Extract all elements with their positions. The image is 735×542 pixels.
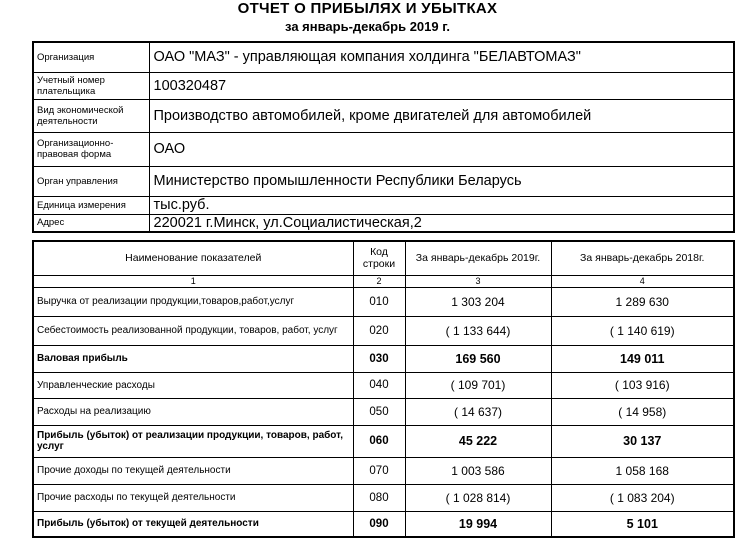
value-2019: ( 109 701) [405, 372, 551, 398]
info-value: 100320487 [149, 72, 734, 99]
row-code: 090 [353, 511, 405, 537]
value-2018: 149 011 [551, 345, 734, 372]
value-2018: 1 289 630 [551, 287, 734, 316]
info-row [33, 42, 734, 72]
row-code: 010 [353, 287, 405, 316]
table-row [33, 398, 734, 425]
value-2019: 19 994 [405, 511, 551, 537]
value-2018: 30 137 [551, 425, 734, 457]
info-row [33, 196, 734, 214]
table-row [33, 457, 734, 484]
value-2019: 1 303 204 [405, 287, 551, 316]
indicator-name: Расходы на реализацию [33, 398, 353, 425]
value-2018: 1 058 168 [551, 457, 734, 484]
header-indicator-name: Наименование показателей [33, 241, 353, 275]
row-code: 060 [353, 425, 405, 457]
report-title: ОТЧЕТ О ПРИБЫЛЯХ И УБЫТКАХ [237, 0, 498, 17]
indicator-name: Управленческие расходы [33, 372, 353, 398]
indicator-name: Прибыль (убыток) от реализации продукции, товаров, работ, услуг [33, 425, 353, 457]
row-code: 020 [353, 316, 405, 345]
info-label: Вид экономической деятельности [33, 99, 149, 132]
profit-loss-table [32, 240, 735, 538]
value-2019: ( 14 637) [405, 398, 551, 425]
organization-info-table [32, 41, 735, 233]
row-code: 070 [353, 457, 405, 484]
table-row [33, 484, 734, 511]
row-code: 030 [353, 345, 405, 372]
indicator-name: Прочие расходы по текущей деятельности [33, 484, 353, 511]
value-2019: 169 560 [405, 345, 551, 372]
table-row [33, 345, 734, 372]
row-code: 040 [353, 372, 405, 398]
info-label: Организация [33, 42, 149, 72]
info-label: Орган управления [33, 166, 149, 196]
header-row-code: Код строки [353, 241, 405, 275]
value-2018: ( 103 916) [551, 372, 734, 398]
info-label: Учетный номер плательщика [33, 72, 149, 99]
value-2019: ( 1 133 644) [405, 316, 551, 345]
col-number: 3 [405, 275, 551, 287]
table-row [33, 511, 734, 537]
header-period-2018: За январь-декабрь 2018г. [551, 241, 734, 275]
col-number: 1 [33, 275, 353, 287]
value-2019: ( 1 028 814) [405, 484, 551, 511]
value-2018: 5 101 [551, 511, 734, 537]
info-row [33, 166, 734, 196]
row-code: 080 [353, 484, 405, 511]
info-row [33, 72, 734, 99]
col-number: 4 [551, 275, 734, 287]
info-row [33, 214, 734, 232]
indicator-name: Себестоимость реализованной продукции, товаров, работ, услуг [33, 316, 353, 345]
row-code: 050 [353, 398, 405, 425]
info-value: 220021 г.Минск, ул.Социалистическая,2 [149, 214, 734, 232]
info-value: ОАО [149, 132, 734, 166]
indicator-name: Прибыль (убыток) от текущей деятельности [33, 511, 353, 537]
info-value: Министерство промышленности Республики Беларусь [149, 166, 734, 196]
table-row [33, 316, 734, 345]
header-period-2019: За январь-декабрь 2019г. [405, 241, 551, 275]
value-2018: ( 14 958) [551, 398, 734, 425]
info-label: Адрес [33, 214, 149, 232]
table-row [33, 425, 734, 457]
indicator-name: Валовая прибыль [33, 345, 353, 372]
info-value: ОАО "МАЗ" - управляющая компания холдинга "БЕЛАВТОМАЗ" [149, 42, 734, 72]
indicator-name: Выручка от реализации продукции,товаров,работ,услуг [33, 287, 353, 316]
table-row [33, 287, 734, 316]
table-row [33, 372, 734, 398]
info-row [33, 99, 734, 132]
value-2019: 1 003 586 [405, 457, 551, 484]
col-number: 2 [353, 275, 405, 287]
report-period: за январь-декабрь 2019 г. [285, 19, 450, 34]
info-row [33, 132, 734, 166]
value-2018: ( 1 140 619) [551, 316, 734, 345]
value-2018: ( 1 083 204) [551, 484, 734, 511]
value-2019: 45 222 [405, 425, 551, 457]
column-numbers-row [33, 275, 734, 287]
header-row [33, 241, 734, 275]
info-label: Единица измерения [33, 196, 149, 214]
indicator-name: Прочие доходы по текущей деятельности [33, 457, 353, 484]
info-value: тыс.руб. [149, 196, 734, 214]
info-value: Производство автомобилей, кроме двигателей для автомобилей [149, 99, 734, 132]
info-label: Организационно-правовая форма [33, 132, 149, 166]
